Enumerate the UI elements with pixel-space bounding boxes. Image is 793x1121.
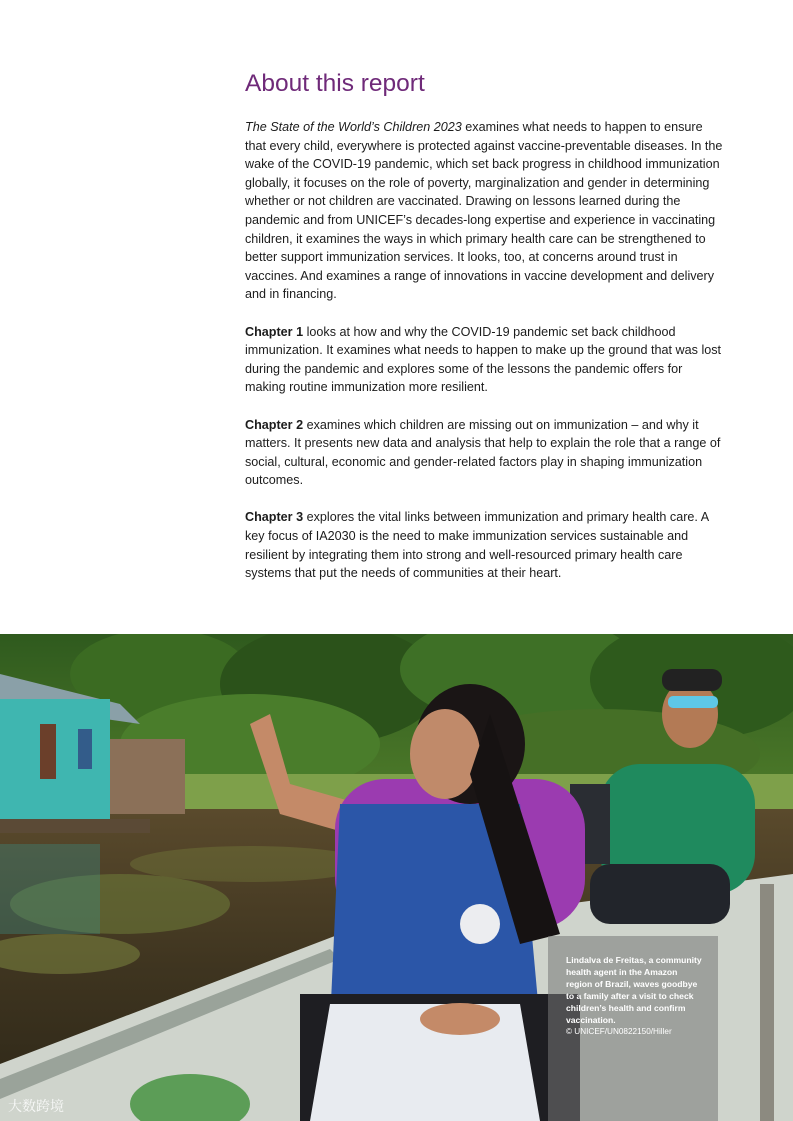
intro-paragraph bbox=[245, 118, 723, 304]
chapter-1-label: Chapter 1 bbox=[245, 324, 304, 339]
chapter-2-paragraph bbox=[245, 416, 723, 490]
report-title-italic: The State of the World’s Children 2023 bbox=[245, 120, 462, 134]
chapter-3-label: Chapter 3 bbox=[245, 510, 304, 525]
chapter-2-label: Chapter 2 bbox=[245, 417, 304, 432]
report-body bbox=[245, 118, 723, 601]
chapter-2-text: examines which children are missing out on immunization – and why it matters. It presents new data and analysis that help to explain the role that a range of social, cultural, economic and gender-related factors play in shaping immunization outcomes. bbox=[245, 417, 721, 488]
intro-text: examines what needs to happen to ensure that every child, everywhere is protected against vaccine-preventable diseases. In the wake of the COVID-19 pandemic, which set back progress in childhood immunization globally, it focuses on the role of poverty, marginalization and gender in determining whether or not children are vaccinated. Drawing on lessons learned during the pandemic and from UNICEF’s decades-long expertise and experience in vaccinating children, it examines the ways in which primary health care can be strengthened to better support immunization services. It looks, too, at concerns around trust in vaccines. And examines a range of innovations in vaccine development and delivery and in financing. bbox=[245, 120, 723, 302]
photo-credit: © UNICEF/UN0822150/Hiller bbox=[566, 1027, 672, 1036]
page-title: About this report bbox=[245, 70, 425, 97]
chapter-1-text: looks at how and why the COVID-19 pandemic set back childhood immunization. It examines what needs to happen to make up the ground that was lost during the pandemic and explores some of the lessons the pandemic offers for making routine immunization more resilient. bbox=[245, 324, 722, 395]
chapter-3-paragraph bbox=[245, 508, 723, 582]
caption-text: Lindalva de Freitas, a community health agent in the Amazon region of Brazil, waves goodbye to a family after a visit to check children’s health and confirm vaccination. bbox=[566, 955, 702, 1025]
chapter-3-text: explores the vital links between immunization and primary health care. A key focus of IA2030 is the need to make immunization services sustainable and resilient by integrating them into strong and well-resourced primary health care systems that put the needs of communities at their heart. bbox=[245, 510, 709, 581]
chapter-1-paragraph bbox=[245, 323, 723, 397]
photo-caption bbox=[566, 954, 706, 1038]
watermark: 大数跨境 bbox=[8, 1099, 64, 1115]
